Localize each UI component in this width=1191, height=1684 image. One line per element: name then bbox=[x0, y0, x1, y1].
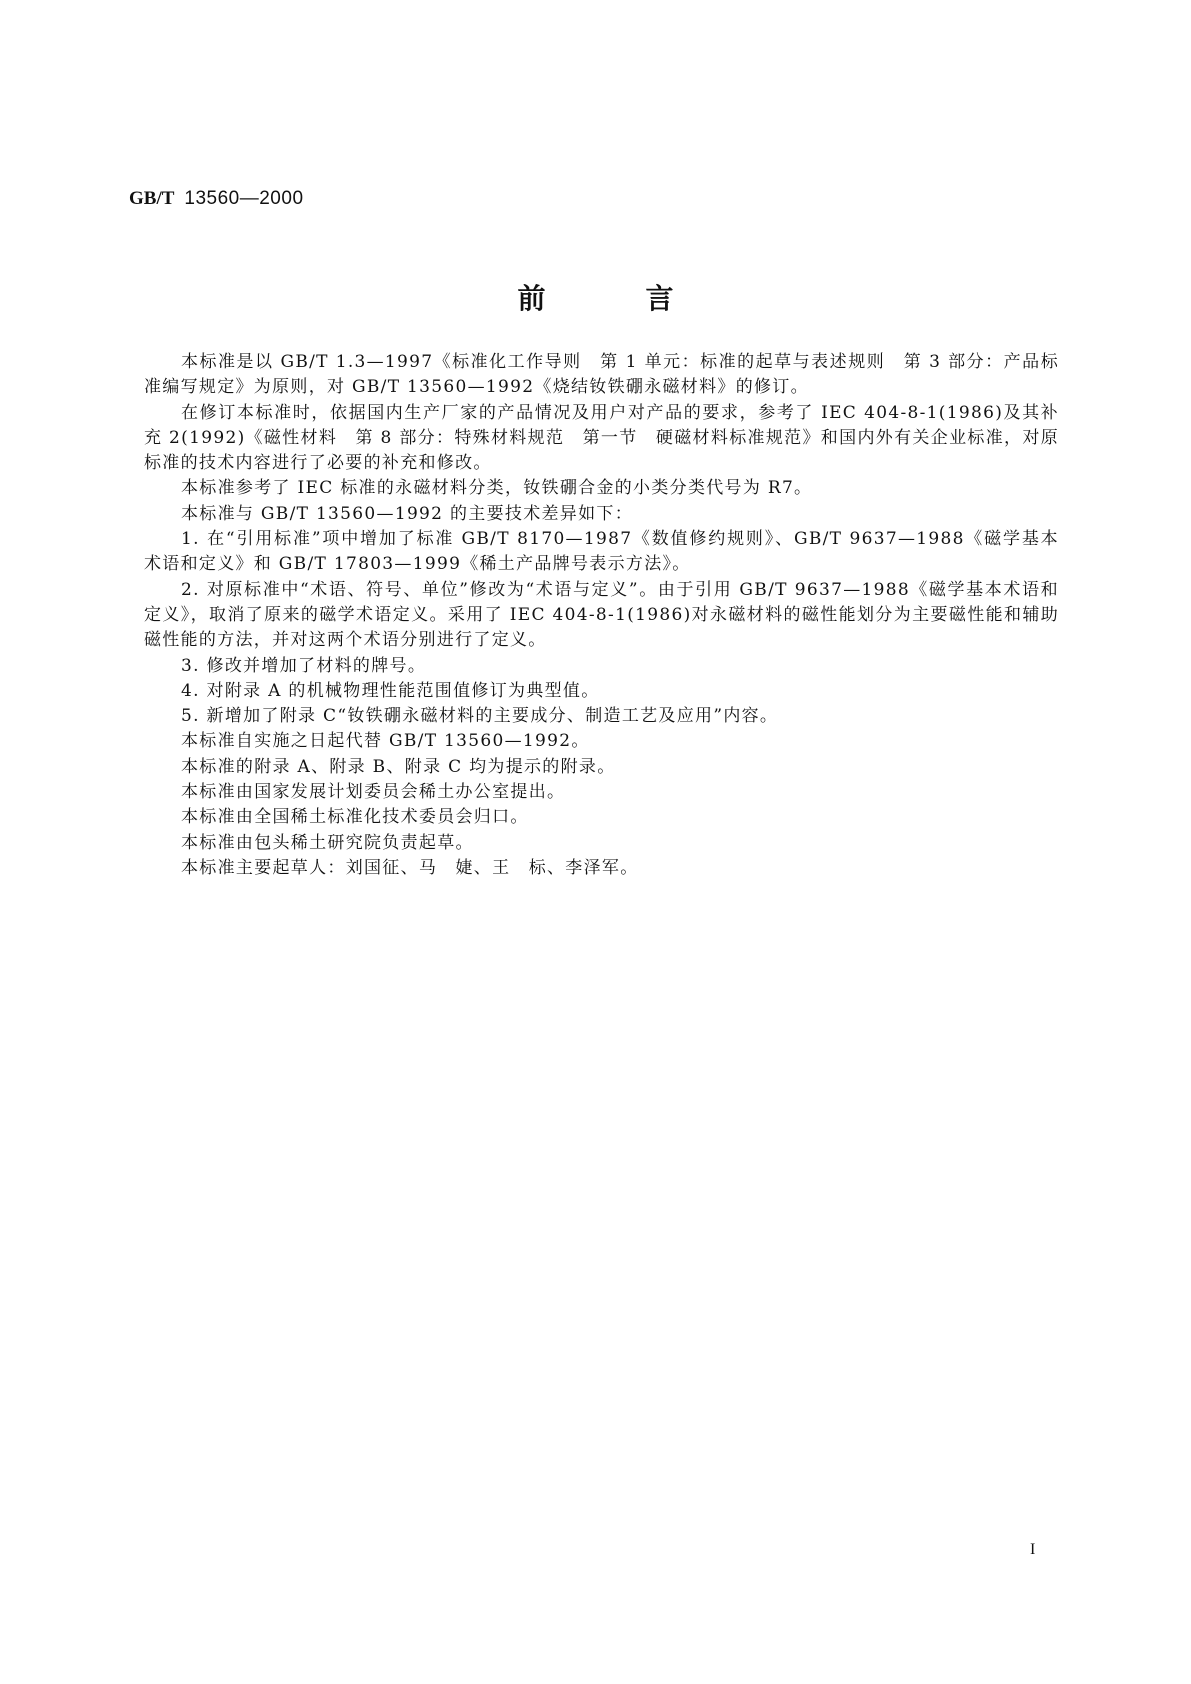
list-item: 2. 对原标准中“术语、符号、单位”修改为“术语与定义”。由于引用 GB/T 9637—1988《磁学基本术语和定义》，取消了原来的磁学术语定义。采用了 IEC 404-8-1(1986)对永磁材料的磁性能划分为主要磁性能和辅助磁性能的方法，并对这两个术语分别进行了定义。 bbox=[144, 579, 1059, 651]
paragraph: 本标准主要起草人：刘国征、马 婕、王 标、李泽军。 bbox=[181, 857, 639, 878]
paragraph: 本标准是以 GB/T 1.3—1997《标准化工作导则 第 1 单元：标准的起草与表述规则 第 3 部分：产品标准编写规定》为原则，对 GB/T 13560—1992《烧结钕铁硼永磁材料》的修订。 bbox=[144, 352, 1059, 398]
list-item: 3. 修改并增加了材料的牌号。 bbox=[181, 655, 427, 676]
list-item: 1. 在“引用标准”项中增加了标准 GB/T 8170—1987《数值修约规则》、GB/T 9637—1988《磁学基本术语和定义》和 GB/T 17803—1999《稀土产品牌号表示方法》。 bbox=[144, 529, 1059, 575]
paragraph: 本标准参考了 IEC 标准的永磁材料分类，钕铁硼合金的小类分类代号为 R7。 bbox=[181, 478, 813, 499]
standard-number: 13560—2000 bbox=[184, 188, 304, 209]
paragraph: 本标准与 GB/T 13560—1992 的主要技术差异如下： bbox=[181, 503, 633, 524]
list-item: 4. 对附录 A 的机械物理性能范围值修订为典型值。 bbox=[181, 680, 600, 701]
paragraph: 本标准由全国稀土标准化技术委员会归口。 bbox=[181, 807, 529, 828]
list-item: 5. 新增加了附录 C“钕铁硼永磁材料的主要成分、制造工艺及应用”内容。 bbox=[181, 706, 779, 727]
paragraph: 本标准的附录 A、附录 B、附录 C 均为提示的附录。 bbox=[181, 756, 616, 777]
title-char-1: 前 bbox=[517, 282, 546, 315]
standard-prefix: GB/T bbox=[129, 188, 175, 209]
paragraph: 本标准由国家发展计划委员会稀土办公室提出。 bbox=[181, 782, 566, 803]
foreword-body bbox=[144, 350, 1059, 881]
page-title bbox=[0, 283, 1191, 315]
paragraph: 本标准由包头稀土研究院负责起草。 bbox=[181, 832, 474, 853]
standard-code-header bbox=[129, 188, 304, 210]
page-number: I bbox=[1030, 1541, 1036, 1558]
title-char-2: 言 bbox=[645, 282, 674, 315]
paragraph: 本标准自实施之日起代替 GB/T 13560—1992。 bbox=[181, 731, 590, 752]
paragraph: 在修订本标准时，依据国内生产厂家的产品情况及用户对产品的要求，参考了 IEC 404-8-1(1986)及其补充 2(1992)《磁性材料 第 8 部分：特殊材料规范 第一节 硬磁材料标准规范》和国内外有关企业标准，对原标准的技术内容进行了必要的补充和修改。 bbox=[144, 402, 1059, 474]
